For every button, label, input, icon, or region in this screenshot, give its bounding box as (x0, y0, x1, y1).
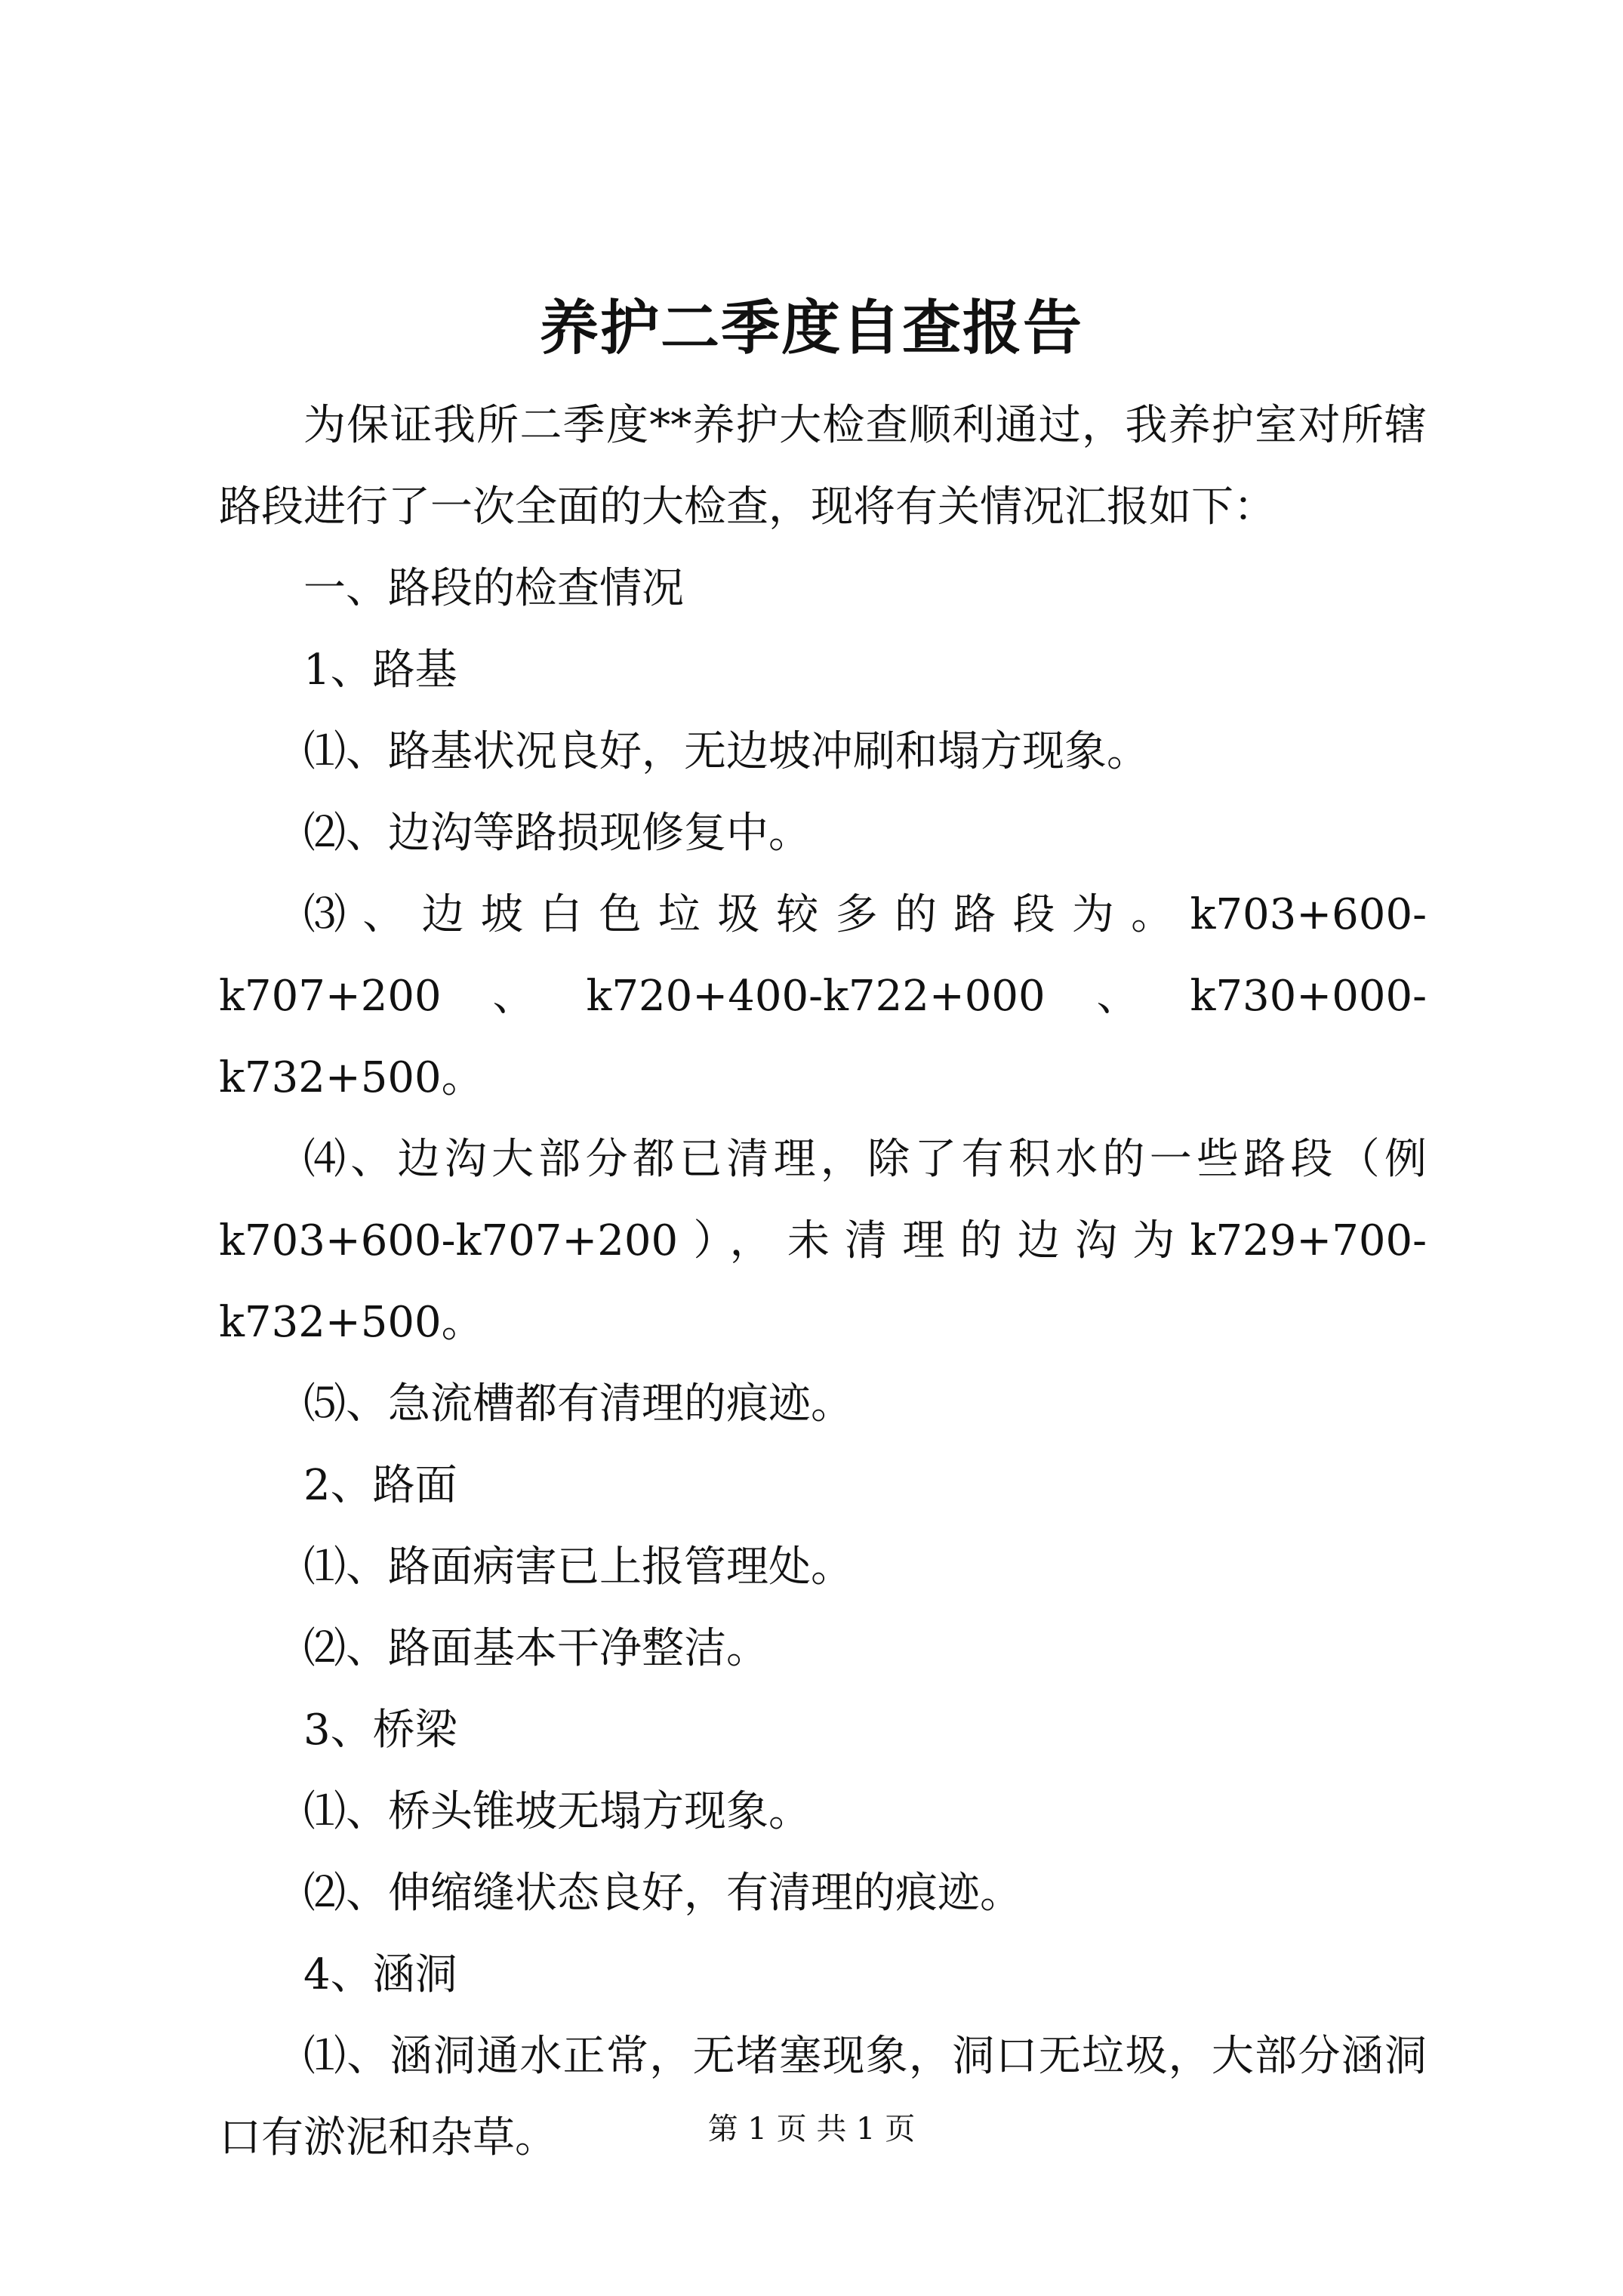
bridge-item-2: ⑵、伸缩缝状态良好，有清理的痕迹。 (303, 1869, 1022, 1918)
subsection-heading-pavement: 2、路面 (303, 1461, 457, 1510)
roadbed-item-5: ⑸、急流槽都有清理的痕迹。 (303, 1379, 853, 1428)
pavement-item-1: ⑴、路面病害已上报管理处。 (303, 1542, 853, 1592)
document-body (219, 385, 1427, 2179)
page-footer: 第 1 页 共 1 页 (707, 2112, 916, 2147)
roadbed-item-3: ⑶、边坡白色垃圾较多的路段为。k703+600-k707+200、k720+400-k722+000、k730+000-k732+500。 (219, 890, 1427, 1102)
bridge-item-1: ⑴、桥头锥坡无塌方现象。 (303, 1787, 811, 1836)
intro-paragraph: 为保证我所二季度**养护大检查顺利通过，我养护室对所辖路段进行了一次全面的大检查，现将有关情况汇报如下： (219, 401, 1427, 532)
pavement-item-2: ⑵、路面基本干净整洁。 (303, 1624, 768, 1673)
subsection-heading-bridge: 3、桥梁 (303, 1706, 457, 1755)
roadbed-item-1: ⑴、路基状况良好，无边坡冲刷和塌方现象。 (303, 727, 1149, 776)
roadbed-item-2: ⑵、边沟等路损现修复中。 (303, 809, 811, 858)
culvert-item-1: ⑴、涵洞通水正常，无堵塞现象，洞口无垃圾，大部分涵洞口有淤泥和杂草。 (219, 2032, 1427, 2162)
subsection-heading-roadbed: 1、路基 (303, 646, 457, 695)
section-heading-road-inspection: 一、路段的检查情况 (303, 564, 684, 613)
document-title: 养护二季度自查报告 (539, 294, 1083, 362)
roadbed-item-4: ⑷、边沟大部分都已清理，除了有积水的一些路段（例k703+600-k707+200），未清理的边沟为k729+700-k732+500。 (219, 1135, 1427, 1347)
subsection-heading-culvert: 4、涵洞 (303, 1950, 457, 1999)
